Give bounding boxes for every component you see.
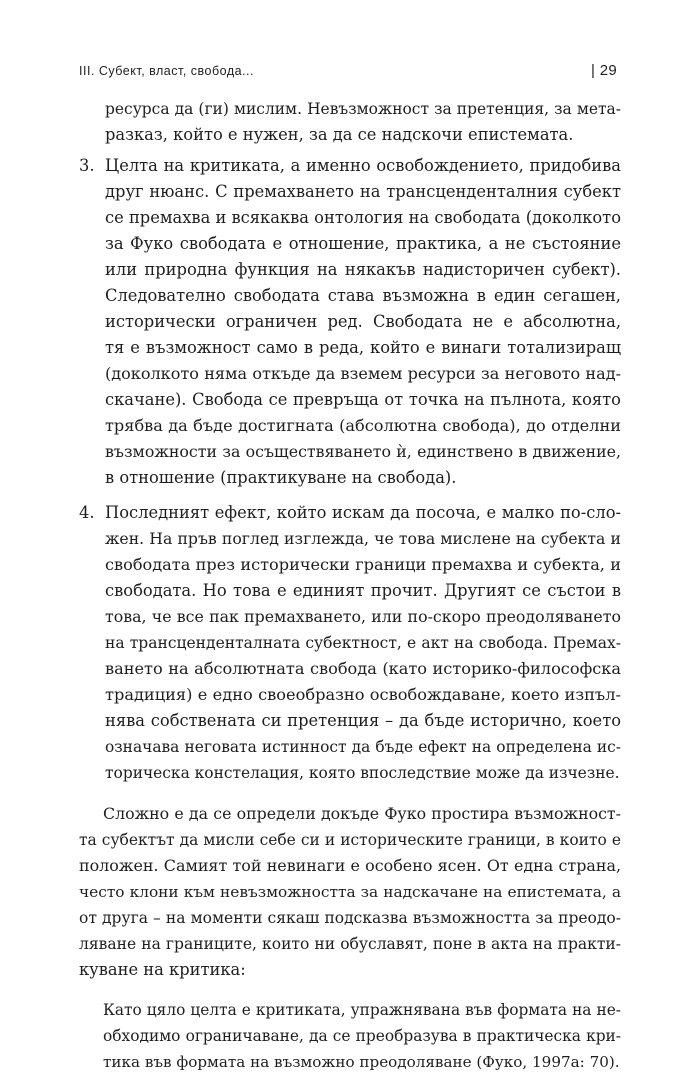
text-line: разказ, който е нужен, за да се надскочи епистемата.	[105, 125, 574, 144]
body-text	[79, 96, 621, 1075]
text-line: трябва да бъде достигната (абсолютна свобода), до отделни	[105, 416, 621, 435]
text-line: Последният ефект, който искам да посоча, е малко по-сло-	[105, 503, 621, 522]
chapter-title: III. Субект, власт, свобода...	[79, 64, 254, 78]
text-line: на трансценденталната субектност, е акт на свобода. Премах-	[105, 634, 621, 652]
text-line: често клони към невъзможността за надскачане на епистемата, а	[79, 883, 621, 901]
text-line: друг нюанс. С премахването на трансценденталния субект	[105, 182, 621, 201]
text-line: означава неговата истинност да бъде ефект на определена ис-	[105, 738, 621, 756]
text-line: куване на критика:	[79, 960, 246, 979]
text-line: торическа констелация, която впоследствие може да изчезне.	[105, 764, 620, 782]
text-line: скачане). Свобода се превръща от точка на пълнота, която	[105, 390, 621, 409]
continued-list-text	[79, 96, 621, 148]
text-line: (доколкото няма откъде да вземем ресурси за неговото над-	[105, 364, 621, 383]
text-line: Като цяло целта е критиката, упражнявана във формата на не-	[103, 1001, 621, 1019]
text-line: ресурса да (ги) мислим. Невъзможност за претенция, за мета-	[105, 100, 621, 118]
text-line: ляване на границите, които ни обуславят, поне в акта на практи-	[79, 935, 621, 953]
text-line: от друга – на моменти сякаш подсказва възможността за преодо-	[79, 909, 621, 927]
text-line: положен. Самият той невинаги е особено ясен. От една страна,	[79, 856, 621, 875]
text-line: тя е възможност само в реда, който е винаги тотализиращ	[105, 338, 621, 357]
text-line: възможности за осъществяването ѝ, единствено в движение,	[105, 442, 621, 461]
list-item-4	[79, 500, 621, 786]
text-line: или природна функция на някакъв надисторичен субект).	[105, 260, 621, 279]
text-line: обходимо ограничаване, да се преобразува в практическа кри-	[103, 1027, 621, 1045]
text-line: Следователно свободата става възможна в един сегашен,	[105, 286, 621, 305]
text-line: Целта на критиката, а именно освобождението, придобива	[105, 156, 621, 175]
paragraph	[79, 801, 621, 983]
text-line: исторически ограничен ред. Свободата не е абсолютна,	[105, 312, 621, 331]
text-line: свободата през исторически граници премахва и субекта, и	[105, 555, 621, 574]
text-line: се премахва и всякаква онтология на свободата (доколкото	[105, 208, 621, 227]
text-line: тика във формата на възможно преодоляване (Фуко, 1997а: 70).	[103, 1053, 620, 1071]
list-number: 4.	[79, 503, 95, 522]
list-item-3	[79, 153, 621, 491]
running-header	[79, 62, 617, 79]
page-number: | 29	[591, 62, 617, 79]
text-line: това, че все пак премахването, или по-скоро преодоляването	[105, 607, 621, 626]
text-line: свободата. Но това е единият прочит. Другият се състои в	[105, 581, 621, 600]
text-line: ването на абсолютната свобода (като историко-философска	[105, 659, 621, 678]
text-line: традиция) е едно своеобразно освобождаване, което изпъл-	[105, 685, 621, 704]
text-line: нява собствената си претенция – да бъде исторично, което	[105, 711, 621, 730]
text-line: Сложно е да се определи докъде Фуко простира възможност-	[103, 804, 621, 823]
text-line: жен. На пръв поглед изглежда, че това мислене на субекта и	[105, 529, 621, 548]
text-line: та субектът да мисли себе си и историческите граници, в които е	[79, 831, 621, 849]
list-number: 3.	[79, 156, 95, 175]
text-line: за Фуко свободата е отношение, практика, а не състояние	[105, 234, 621, 253]
block-quote	[79, 997, 621, 1075]
text-line: в отношение (практикуване на свобода).	[105, 468, 457, 487]
